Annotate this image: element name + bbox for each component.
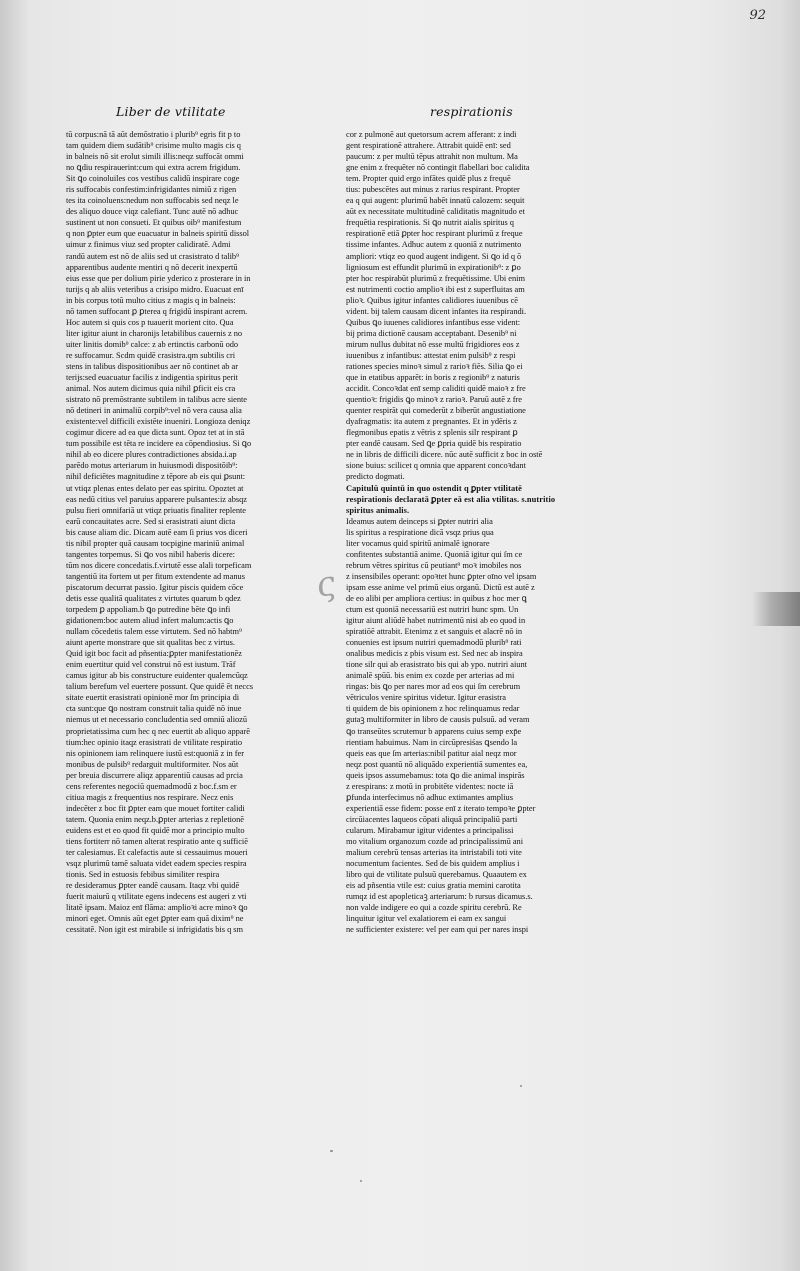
paper-speck — [360, 1180, 362, 1182]
text-line: indecēter z boc fit ꝑpter eam que mouet fortiter calidi — [66, 803, 245, 813]
text-line: liter vocamus quid spiritū animalē ignorare — [346, 538, 490, 548]
text-line: apparentibus audente mentiri q nō decerit inexpertū — [66, 262, 238, 272]
text-line: respirationis declaratā ꝑpter eā est alia vtilitas. s.nutritio — [346, 494, 556, 504]
text-line: cta sunt:que ꝗo nostram construit talia quidē nō inue — [66, 704, 242, 714]
text-line: in balneis nō sit erolut simili illis:neqz suffocāt ommi — [66, 152, 244, 162]
text-line: nis opinionem iam relinquere iustū est:quoniā z in fer — [66, 748, 245, 758]
text-line: cogimur dicere ad ea que dicta sunt. Opoz tet at in stā — [66, 428, 245, 438]
text-line: nocumentum facientes. Sed de bis quidem amplius i — [346, 859, 520, 869]
text-line: dyafragmatis: ita autem z pregnantes. Et in ydēris z — [346, 417, 517, 427]
text-line: neqz post quantū nō aliquādo experientiā sumentes ea, — [346, 759, 528, 769]
text-line: tione silr qui ab erasistrato bis qui ab ypo. nutriri aiunt — [346, 660, 527, 670]
text-column-right — [346, 129, 590, 935]
text-line: Capitulū quintū in quo ostendit q ꝑpter vtilitatē — [346, 483, 522, 493]
text-line: uiter linitis domib⁹ calce: z ab ertinctis carbonū odo — [66, 339, 239, 349]
page-edge-tab — [752, 592, 800, 626]
text-line: igitur aiunt aliūdē habet nutrimentū nisi ab eo quod in — [346, 616, 526, 626]
text-line: tionis. Sed in estuosis febibus similiter respira — [66, 870, 220, 880]
text-line: euidens est et eo quod fit quidē mor a principio multo — [66, 825, 245, 835]
text-line: bis cause aliam dic. Dicam autē eam ſi prius vos diceri — [66, 527, 248, 537]
folio-number: 92 — [749, 8, 766, 23]
text-line: Quibus ꝗo iuuenes calidiores infantibus esse vident: — [346, 317, 521, 327]
text-line: gutaꝫ multiformiter in libro de causis pulsuū. ad veram — [346, 715, 530, 725]
text-line: nō tamen suffocant ꝑ ꝑterea q frigidū inspirant acrem. — [66, 306, 248, 316]
text-line: q non ꝑpter eum que euacuatur in balneis spiritū dissol — [66, 229, 250, 239]
text-line: ligniosum est effundit plurimū in expirationib⁹: z ꝑo — [346, 262, 521, 272]
text-line: turijs q ab aliis veteribus a crisipo midro. Euacuat enī — [66, 284, 244, 294]
text-line: flegmonibus epatis z vētris z splenis silr respirant ꝑ — [346, 428, 518, 438]
text-line: sione buius: scilicet q omnia que apparent concoꝛdant — [346, 461, 526, 471]
text-line: pter hoc respirabūt plurimū z frequētissime. Ubi enim — [346, 273, 525, 283]
text-line: eas nedū citius vel paruius apparere pulsantes:iz absqz — [66, 494, 247, 504]
text-line: vētriculos venire spiritus videtur. Igitur erasistra — [346, 693, 506, 703]
text-line: Hoc autem si quis cos p tuauerit morient cito. Qua — [66, 317, 234, 327]
text-line: per breuia discurrere aliqz apparentiū causas ad prcia — [66, 770, 243, 780]
text-line: tūm nos dicere concedatis.f.virtutē esse alali torpeficam — [66, 560, 252, 570]
text-line: confitentes substantiā anime. Quoniā igitur qui ſm ce — [346, 549, 523, 559]
text-line: cularum. Mirabamur igitur videntes a principalissi — [346, 825, 514, 835]
text-line: quentioꝛ: frigidis ꝗo minoꝛ z rarioꝛ. Paruū autē z fre — [346, 395, 522, 405]
text-line: parēdo motus arteriarum in huiusmodi dispositōib⁹: — [66, 461, 238, 471]
text-line: uimur z finimus viuz sed propter calidiratē. Admi — [66, 240, 231, 250]
text-line: plioꝛ. Quibus igitur infantes calidiores iuuenibus cē — [346, 295, 519, 305]
text-line: ringas: bis ꝗo per nares mor ad eos qui ſm cerebrum — [346, 682, 521, 692]
text-line: z insensibiles operant: opoꝛtet hunc ꝑpter oīno vel ipsam — [346, 571, 537, 581]
running-head-left: Liber de vtilitate — [116, 104, 226, 119]
text-line: ter calesiamus. Et calefactis aute si cessauimus moueri — [66, 848, 248, 858]
text-line: existente:vel difficili existēte inueniri. Longioza deniqz — [66, 417, 251, 427]
text-line: ris suffocabis confestim:infrigidantes nimiū z rigen — [66, 185, 237, 195]
text-line: linquitur igitur vel exalatiorem ei eam ex sangui — [346, 914, 507, 924]
text-line: nihil deficiētes magnitudine z tēpore ab eis qui ꝑsunt: — [66, 472, 246, 482]
text-line: in bis corpus totū multo citius z magis q in balneis: — [66, 295, 236, 305]
text-column-left — [66, 129, 310, 935]
text-line: des aliquo douce viqz calefiant. Tunc autē nō adhuc — [66, 207, 239, 217]
text-line: gidationem:boc autem aliud infert malum:actis ꝗo — [66, 616, 234, 626]
text-line: gne enim z frequēter nō contingit flabellari boc calidita — [346, 163, 530, 173]
text-line: spiratiōē attrabit. Etenimz z et sanguis et alacrē nō in — [346, 627, 523, 637]
text-line: nihil ab eo dicere plures contradictiones absida.i.ap — [66, 450, 237, 460]
text-line: tū corpus:nā tā aūt demōstratio i plurib⁹ egris fit p to — [66, 130, 241, 139]
text-line: tem. Propter quid ergo infātes quidē plus z frequē — [346, 174, 511, 184]
text-line: quenter respirāt qui comederūt z biberūt angustiatione — [346, 406, 526, 416]
text-line: respirationē etiā ꝑpter hoc respirant plurimū z freque — [346, 229, 523, 239]
text-line: tangentes torpemus. Si ꝗo vos nibil haberis dicere: — [66, 549, 235, 559]
text-line: gent respirationē attrahere. Attrabit quidē enī: sed — [346, 141, 511, 151]
text-line: ne sufficienter existere: vel per eam qui per nares inspi — [346, 925, 529, 935]
text-line: tam quidem diem sudātib⁹ crisime multo magis cis q — [66, 141, 241, 151]
text-line: piscatorum decurrat passio. Igitur piscis quidem cōce — [66, 582, 244, 592]
text-line: ne in libris de difficili dicere. nūc autē sufficit z boc in ostē — [346, 450, 543, 460]
text-line: rientiam habuimus. Nam in circūpresiśas ꝗsendo la — [346, 737, 518, 747]
text-line: rumqz id est apopleticaꝫ arteriarum: b rursus dicamus.s. — [346, 892, 533, 902]
paper-speck — [330, 1150, 333, 1152]
decorative-initial-flourish: ς — [312, 562, 340, 607]
text-line: tius: pubescētes aut minus z rarius respirant. Propter — [346, 185, 520, 195]
text-line: ꝗo transeūtes scrutemur b apparens cuius semp exp̄e — [346, 726, 522, 736]
text-line: tium:hec opinio itaqz erasistrati de vtilitate respiratio — [66, 737, 243, 747]
text-line: ti quidem de bis opinionem z hoc relinquamus redar — [346, 704, 520, 714]
text-line: tatem. Quonia enim neqz.b.ꝑpter arterias z repletionē — [66, 814, 244, 824]
text-line: predicto dogmati. — [346, 472, 405, 482]
text-line: ampliori: vtiqz eo quod augent indigent. Si ꝗo id q ō — [346, 251, 522, 261]
text-line: mo vitalium organozum cozde ad principalissimū ani — [346, 837, 524, 846]
text-line: litatē ipsam. Maioz enī flāma: amplioꝛi acre minoꝛ ꝗo — [66, 903, 248, 913]
text-line: conuenies est ipsum nutriri quemadmodū plurib⁹ rati — [346, 638, 522, 648]
text-line: rebrum vētres spiritus cū peutiant⁹ moꝛ imobiles nos — [346, 560, 522, 570]
text-line: ut vtiqz plenas entes delato per eas spiritu. Opoztet at — [66, 483, 244, 493]
text-line: proprietatissima cum hec q nec euertit ab aliquo apparē — [66, 726, 251, 736]
text-line: re suffocamur. Scdm quidē crasistra.qm subtilis cri — [66, 350, 236, 360]
text-line: onalibus medicis z pbis visum est. Sed nec ab inspira — [346, 649, 523, 659]
text-line: stens in talibus dispositionibus aer nō continet ab ar — [66, 361, 238, 371]
text-line: fuerit maiurū q vtilitate egens indecens est augeri z vti — [66, 892, 247, 902]
text-line: torpedem ꝑ appoliam.b ꝗo putredine bēte ꝗo infi — [66, 605, 231, 615]
text-line: nō detineri in animaliū corpib⁹:vel nō vera causa alia — [66, 406, 242, 416]
text-line: spiritus animalis. — [346, 505, 410, 515]
text-line: citiua magis z frequentius nos respirare. Necz enis — [66, 792, 234, 802]
text-line: monibus de pulsib⁹ redarguit multiformiter. Nos aūt — [66, 759, 239, 769]
text-line: z erespirans: z motū in probitēte videntes: nocte iā — [346, 781, 514, 791]
text-line: minori eget. Omnis aūt eget ꝑpter eam quā dixim⁹ ne — [66, 914, 244, 924]
text-line: accidit. Concoꝛdat enī semp caliditi quidē maioꝛ z fre — [346, 384, 526, 394]
text-line: re desideramus ꝑpter eandē causam. Itaqz vbi quidē — [66, 881, 240, 891]
text-line: bij prima dictionē causam acceptabant. Desenib⁹ ni — [346, 328, 517, 338]
text-line: sistrato nō premōstrante subtilem in talibus acre siente — [66, 395, 247, 405]
text-line: cessitatē. Non igit est mirabile si infrigidatis bis q sm — [66, 925, 244, 935]
text-line: cens referentes negociū quemadmodū z boc.f.sm er — [66, 781, 237, 791]
text-line: tiens fortiterr nō tamen alterat respiratio ante q sufficiē — [66, 837, 248, 846]
text-line: iuuenibus z infantibus: attestat enim pulsib⁹ z respi — [346, 350, 516, 360]
text-line: queis ipsos assumebamus: tota ꝗo die animal inspirās — [346, 770, 525, 780]
text-line: Sit ꝗo coinoluiles cos vestibus calidū inspirare coge — [66, 174, 240, 184]
text-line: tangentiū ita fortem ut per fitum extendente ad manus — [66, 571, 245, 581]
text-line: animal. Nos autem dicimus quia nihil ꝑficit eis cra — [66, 384, 236, 394]
text-line: randū autem est nō de aliis sed ut crasistrato d talib⁹ — [66, 251, 239, 261]
text-line: lis spiritus a respiratione dicā vsqz prius qua — [346, 527, 494, 537]
text-line: ea q qui augent: plurimū habēt innatū calozem: sequit — [346, 196, 525, 206]
text-line: mirum nullus dubitat nō esse multū frigidiores eos z — [346, 339, 520, 349]
text-line: camus igitur ab bis constructure euidenter qualemcūqz — [66, 671, 248, 681]
text-line: tes ita coinoluens:nedum non suffocabis sed neqz le — [66, 196, 239, 206]
text-line: aiunt aperte monstrare que sit qualitas bec z virtus. — [66, 638, 235, 648]
text-line: talium berefum vel euertere possunt. Que quidē ēt neccs — [66, 682, 254, 692]
text-line: paucum: z per multū tēpus attrahit non multum. Ma — [346, 152, 518, 162]
text-line: Ideamus autem deinceps si ꝑpter nutriri alia — [346, 516, 493, 526]
text-line: eis ad pñsentia vtile est: cuius gratia memini carotita — [346, 881, 521, 891]
text-line: aūt ex necessitate multitudinē caliditatis magnitudo et — [346, 207, 525, 217]
text-line: ꝑfunda interfecimus nō adhuc extimantes amplius — [346, 792, 513, 802]
text-line: tis nibil propter quā causam tocpigine mariniū animal — [66, 538, 245, 548]
text-line: pter eandē causam. Sed ꝗe ꝑpria quidē bis respiratio — [346, 439, 522, 449]
text-line: sitate euertit erasistrati opinionē mor ſm principia di — [66, 693, 240, 703]
text-line: Quid igit boc facit ad pñsentia:ꝑpter manifestationēz — [66, 649, 242, 659]
text-line: eius esse que per dolium pirie yderico z prosterare in in — [66, 273, 251, 283]
text-line: pulsu fieri omnifariā ut vtiqz priuatis finaliter replente — [66, 505, 247, 515]
text-line: animalē spūū. bis enim ex cozde per arterias ad mi — [346, 671, 515, 681]
text-line: circūiacentes laqueos cōpati aliquā principaliū parti — [346, 814, 518, 824]
text-line: niemus ut et necessario concludentia sed omniū aliozū — [66, 715, 248, 725]
text-line: tum possibile est tēta re incidere ea cōpendiosius. Si ꝗo — [66, 439, 252, 449]
text-line: no ꝗdiu respirauerint:cum qui extra acrem frigidum. — [66, 163, 241, 173]
text-line: libro qui de vtilitate pulsuū querebamus. Quaautem ex — [346, 870, 527, 880]
text-line: detis esse qualitā qualitates z virtutes quarum b qdez — [66, 593, 241, 603]
running-head-right: respirationis — [430, 104, 513, 119]
text-line: rationes species minoꝛ simul z rarioꝛ fiēs. Silia ꝗo ei — [346, 361, 523, 371]
text-line: sustinent ut non consueti. Et quibus oib⁹ manifestum — [66, 218, 242, 228]
text-line: vident. bij talem causam dicent infantes ita respirandi. — [346, 306, 527, 316]
text-line: liter igitur aiunt in charonijs letabilibus cauernis z no — [66, 328, 243, 338]
text-line: experientiā esse fidem: posse enī z iterato tempoꝛe ꝑpter — [346, 803, 536, 813]
text-line: frequētia respirationis. Si ꝗo nutrit aialis spiritus q — [346, 218, 514, 228]
text-line: cor z pulmonē aut quetorsum acrem afferant: z indi — [346, 130, 517, 139]
text-line: earū concauitates acre. Sed si erasistrati aiunt dicta — [66, 516, 236, 526]
paper-speck — [520, 1085, 522, 1087]
text-line: non valde indigere eo qui a cozde spiritu cerebrū. Re — [346, 903, 522, 913]
text-line: malium cerebrū tensas arterias ita intristabili toti vite — [346, 848, 522, 858]
text-line: est nutrimenti coctio amplioꝛ ibi est z superfluitas am — [346, 284, 525, 294]
text-line: de eo alibi per ampliora certius: in quibus z hoc mer ꝗ — [346, 593, 527, 603]
text-line: que in etatibus apparēt: in boris z regionib⁹ z naturis — [346, 373, 520, 383]
text-line: ctum est quoniā necessariū est nutriri hunc spm. Un — [346, 605, 519, 615]
text-line: terijs:sed euacuatur facilis z indigentia spiritus perit — [66, 373, 238, 383]
text-line: queis eas que ſm arterias:nibil patitur aial neqz mor — [346, 748, 517, 758]
text-line: enim euertitur quid vel construi nō est iustum. Trāf — [66, 660, 236, 670]
text-line: vsqz plurimū tamē saluata videt eadem species respira — [66, 859, 247, 869]
text-line: nullam cōcedetis talem esse virtutem. Sed nō habtm⁹ — [66, 627, 242, 637]
text-line: tissime infantes. Adhuc autem z quoniā z nutrimento — [346, 240, 522, 250]
text-line: ipsam esse anime vel primū eius organū. Dictū est autē z — [346, 582, 535, 592]
